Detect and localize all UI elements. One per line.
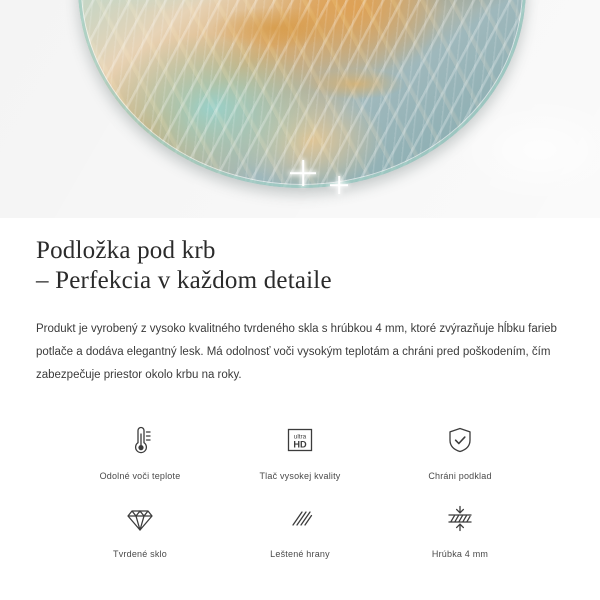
- headline-line-1: Podložka pod krb: [36, 237, 216, 264]
- feature-grid: [36, 417, 564, 559]
- headline-line-2: – Perfekcia v každom detaile: [36, 267, 332, 294]
- feature-item-print-quality: [220, 417, 380, 481]
- feature-label: Odolné voči teplote: [99, 471, 181, 481]
- svg-text:HD: HD: [293, 439, 307, 450]
- thickness-arrows-icon: [437, 495, 483, 541]
- thermometer-icon: [117, 417, 163, 463]
- feature-label: Tlač vysokej kvality: [259, 471, 341, 481]
- feature-label: Leštené hrany: [270, 549, 330, 559]
- content-area: [0, 218, 600, 559]
- ultra-hd-icon: [277, 417, 323, 463]
- hero-image: [0, 0, 600, 218]
- feature-item-thickness: [380, 495, 540, 559]
- description-paragraph: Produkt je vyrobený z vysoko kvalitného tvrdeného skla s hrúbkou 4 mm, ktoré zvýrazňuje hĺbku farieb potlače a dodáva elegantný lesk. Má odolnosť voči vysokým teplotám a chráni pred poškodením, čím zabezpečuje priestor okolo krbu na roky.: [36, 323, 557, 381]
- feature-item-temperature: [60, 417, 220, 481]
- feature-label: Hrúbka 4 mm: [431, 549, 489, 559]
- svg-text:ultra: ultra: [293, 433, 307, 441]
- feature-label: Chráni podklad: [428, 471, 492, 481]
- polished-edges-icon: [277, 495, 323, 541]
- page-title: [36, 236, 564, 296]
- round-glass-board-image: [78, 0, 526, 188]
- feature-item-polished-edges: [220, 495, 380, 559]
- feature-label: Tvrdené sklo: [113, 549, 167, 559]
- diamond-icon: [117, 495, 163, 541]
- shield-check-icon: [437, 417, 483, 463]
- feature-item-tempered-glass: [60, 495, 220, 559]
- feature-item-protects-surface: [380, 417, 540, 481]
